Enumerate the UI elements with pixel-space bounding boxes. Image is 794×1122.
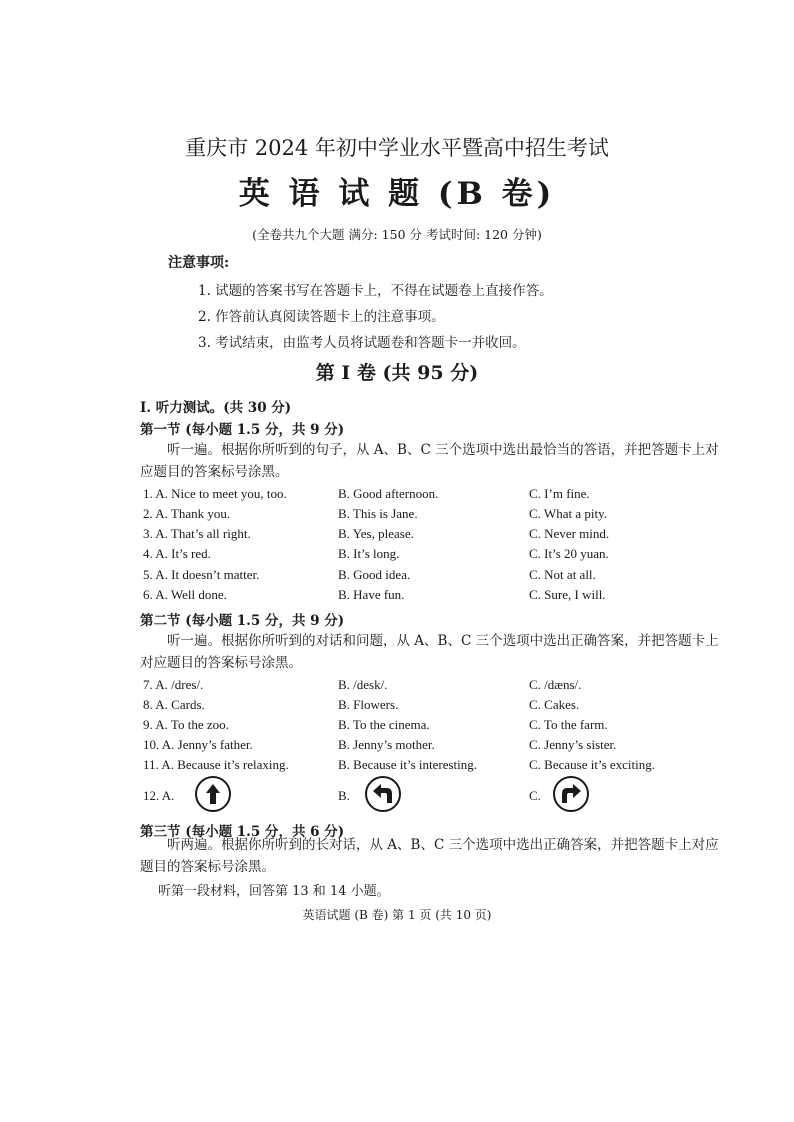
turn-left-icon	[365, 776, 401, 812]
question-option-b: B. Yes, please.	[338, 526, 414, 541]
exam-info: (全卷共九个大题 满分: 150 分 考试时间: 120 分钟)	[252, 227, 542, 242]
question-option-a: 9. A. To the zoo.	[143, 717, 229, 732]
paper-title: 英 语 试 题 (B 卷)	[238, 176, 556, 212]
question-option-a: 2. A. Thank you.	[143, 506, 231, 521]
question-option-b: B. Good idea.	[338, 567, 411, 582]
question-option-c: C. Never mind.	[529, 526, 610, 541]
section3-heading: 第三节 (每小题 1.5 分，共 6 分)	[140, 824, 345, 840]
question-option-a: 6. A. Well done.	[143, 587, 227, 602]
question-option-c: C. Because it’s exciting.	[529, 757, 656, 772]
turn-right-icon	[553, 776, 589, 812]
question-option-c: C. /dæns/.	[529, 677, 582, 692]
question-option-b: B. Jenny’s mother.	[338, 737, 435, 752]
question-option-c: C. Not at all.	[529, 567, 596, 582]
question-option-c: C. What a pity.	[529, 506, 607, 521]
question-option-a: 11. A. Because it’s relaxing.	[143, 757, 289, 772]
notice-item: 3. 考试结束，由监考人员将试题卷和答题卡一并收回。	[198, 335, 526, 351]
question-option-a: 7. A. /dres/.	[143, 677, 204, 692]
question-option-b: B. Flowers.	[338, 697, 399, 712]
question-option-c: C. I’m fine.	[529, 486, 590, 501]
question-option-c: C.	[529, 788, 541, 803]
listening-heading: I. 听力测试。(共 30 分)	[140, 400, 292, 416]
question-option-c: C. Sure, I will.	[529, 587, 606, 602]
section2-instruction: 听一遍。根据你所听到的对话和问题，从 A、B、C 三个选项中选出正确答案，并把答题卡上对应题目的答案标号涂黑。	[140, 633, 719, 671]
notice-item: 1. 试题的答案书写在答题卡上，不得在试题卷上直接作答。	[198, 283, 553, 299]
exam-title: 重庆市 2024 年初中学业水平暨高中招生考试	[185, 136, 609, 160]
question-option-b: B. Have fun.	[338, 587, 405, 602]
question-option-a: 12. A.	[143, 788, 175, 803]
section3-instruction: 听两遍。根据你所听到的长对话，从 A、B、C 三个选项中选出正确答案，并把答题卡上对应题目的答案标号涂黑。	[140, 837, 719, 875]
question-option-a: 8. A. Cards.	[143, 697, 205, 712]
question-option-b: B. /desk/.	[338, 677, 388, 692]
question-option-b: B. Because it’s interesting.	[338, 757, 478, 772]
question-option-b: B. This is Jane.	[338, 506, 418, 521]
question-option-a: 4. A. It’s red.	[143, 546, 211, 561]
question-option-a: 1. A. Nice to meet you, too.	[143, 486, 287, 501]
question-option-a: 3. A. That’s all right.	[143, 526, 251, 541]
notice-item: 2. 作答前认真阅读答题卡上的注意事项。	[198, 309, 445, 325]
arrow-up-icon	[195, 776, 231, 812]
question-option-a: 10. A. Jenny’s father.	[143, 737, 253, 752]
question-option-c: C. To the farm.	[529, 717, 608, 732]
section2-heading: 第二节 (每小题 1.5 分，共 9 分)	[140, 613, 345, 629]
question-option-b: B. To the cinema.	[338, 717, 430, 732]
notice-heading: 注意事项:	[168, 255, 230, 271]
question-option-c: C. Jenny’s sister.	[529, 737, 617, 752]
page-footer: 英语试题 (B 卷) 第 1 页 (共 10 页)	[302, 908, 492, 922]
question-option-b: B. Good afternoon.	[338, 486, 439, 501]
question-option-a: 5. A. It doesn’t matter.	[143, 567, 260, 582]
question-option-c: C. It’s 20 yuan.	[529, 546, 609, 561]
part-title: 第 I 卷 (共 95 分)	[315, 362, 479, 384]
question-option-b: B.	[338, 788, 350, 803]
section1-heading: 第一节 (每小题 1.5 分，共 9 分)	[140, 422, 345, 438]
question-option-b: B. It’s long.	[338, 546, 400, 561]
material-instruction: 听第一段材料，回答第 13 和 14 小题。	[158, 884, 390, 899]
question-option-c: C. Cakes.	[529, 697, 580, 712]
section1-instruction: 听一遍。根据你所听到的句子，从 A、B、C 三个选项中选出最恰当的答语，并把答题卡上对应题目的答案标号涂黑。	[140, 442, 719, 480]
